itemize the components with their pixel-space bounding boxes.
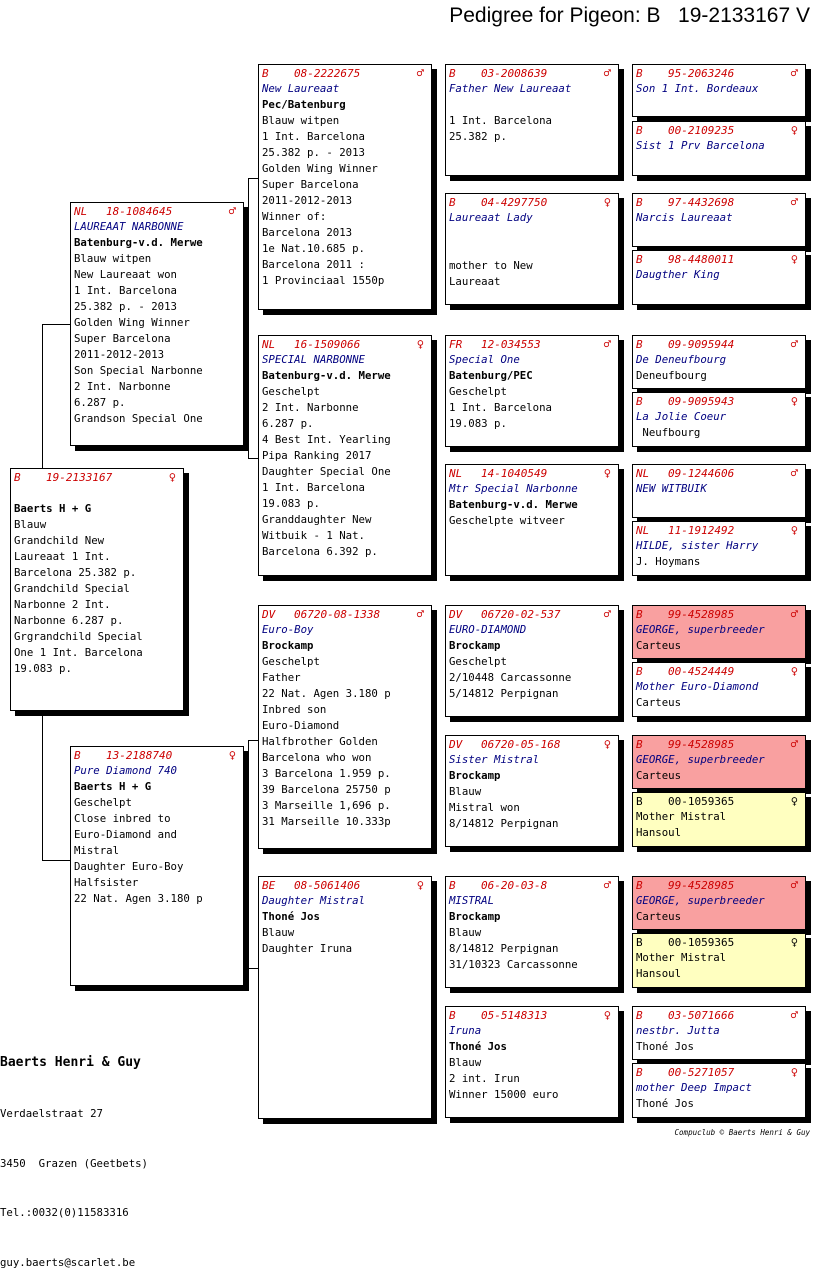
connector-line xyxy=(42,324,43,469)
detail-line: Close inbred to xyxy=(74,812,171,825)
detail-line: Grandchild Special xyxy=(14,582,130,595)
male-icon: ♂ xyxy=(790,195,798,209)
ring-number: 19-2133167 xyxy=(46,471,113,484)
ring-number: 99-4528985 xyxy=(668,879,735,892)
ring-number: 08-5061406 xyxy=(294,879,361,892)
detail-line: Euro-Diamond xyxy=(262,719,340,732)
pigeon-card-ddd[interactable] xyxy=(445,1006,619,1118)
pigeon-name: New Laureaat xyxy=(262,82,340,95)
ring-number: 99-4528985 xyxy=(668,608,735,621)
ring-number: 09-9095944 xyxy=(668,338,735,351)
detail-line: Super Barcelona xyxy=(262,178,359,191)
detail-line: Mistral won xyxy=(449,801,520,814)
pigeon-name: Daugther King xyxy=(636,268,720,281)
pigeon-name: Mother Euro-Diamond xyxy=(636,680,759,693)
male-icon: ♂ xyxy=(603,607,611,621)
pigeon-name: Sister Mistral xyxy=(449,753,540,766)
detail-line: 31/10323 Carcassonne xyxy=(449,958,578,971)
detail-line: Mistral xyxy=(74,844,120,857)
detail-line: 2 Int. Narbonne xyxy=(74,380,171,393)
breeder: Brockamp xyxy=(449,769,501,782)
breeder: Hansoul xyxy=(636,826,682,839)
breeder: Thoné Jos xyxy=(636,1097,694,1110)
detail-line: Blauw witpen xyxy=(262,114,340,127)
detail-line: 31 Marseille 10.333p xyxy=(262,815,391,828)
country-code: B xyxy=(636,795,643,808)
detail-line: Daughter Iruna xyxy=(262,942,353,955)
breeder: Batenburg-v.d. Merwe xyxy=(449,498,578,511)
pigeon-name: De Deneufbourg xyxy=(636,353,727,366)
breeder: Pec/Batenburg xyxy=(262,98,346,111)
country-code: NL xyxy=(636,524,650,537)
breeder: Carteus xyxy=(636,696,682,709)
pigeon-card-dsd[interactable] xyxy=(445,735,619,847)
detail-line: 5/14812 Perpignan xyxy=(449,687,559,700)
pigeon-name: Mother Mistral xyxy=(636,810,727,823)
breeder: Deneufbourg xyxy=(636,369,707,382)
pigeon-name: NEW WITBUIK xyxy=(636,482,707,495)
detail-line: Geschelpt xyxy=(449,385,507,398)
pigeon-card-subject[interactable] xyxy=(10,468,184,711)
detail-line: Golden Wing Winner xyxy=(74,316,190,329)
pigeon-card-sire-sire[interactable] xyxy=(258,64,432,310)
breeder: Batenburg-v.d. Merwe xyxy=(262,369,391,382)
owner-city: 3450 Grazen (Geetbets) xyxy=(0,1156,148,1170)
detail-line: Barcelona 2013 xyxy=(262,226,353,239)
detail-line: New Laureaat won xyxy=(74,268,177,281)
detail-line: Barcelona 25.382 p. xyxy=(14,566,137,579)
detail-line: 22 Nat. Agen 3.180 p xyxy=(262,687,391,700)
country-code: B xyxy=(636,1009,643,1022)
pigeon-card-sds[interactable] xyxy=(445,335,619,447)
pigeon-card-g9[interactable] xyxy=(632,605,806,659)
female-icon: ♀ xyxy=(790,523,798,537)
country-code: B xyxy=(636,196,643,209)
breeder: Thoné Jos xyxy=(449,1040,507,1053)
ring-number: 00-1059365 xyxy=(668,936,735,949)
pigeon-name: SPECIAL NARBONNE xyxy=(262,353,365,366)
detail-line: 8/14812 Perpignan xyxy=(449,942,559,955)
detail-line: 25.382 p. - 2013 xyxy=(262,146,365,159)
country-code: NL xyxy=(636,467,650,480)
pigeon-card-sire[interactable] xyxy=(70,202,244,446)
country-code: B xyxy=(74,749,81,762)
pigeon-card-dss[interactable] xyxy=(445,605,619,717)
pigeon-name: Sist 1 Prv Barcelona xyxy=(636,139,765,152)
male-icon: ♂ xyxy=(603,66,611,80)
breeder: J. Hoymans xyxy=(636,555,701,568)
country-code: B xyxy=(14,471,21,484)
detail-line: Blauw witpen xyxy=(74,252,152,265)
detail-line: 1 Provinciaal 1550p xyxy=(262,274,385,287)
detail-line: Narbonne 6.287 p. xyxy=(14,614,124,627)
pigeon-card-dam-sire[interactable] xyxy=(258,605,432,849)
pigeon-card-g4[interactable] xyxy=(632,250,806,305)
pigeon-name: Iruna xyxy=(449,1024,482,1037)
female-icon: ♀ xyxy=(603,1008,611,1022)
female-icon: ♀ xyxy=(790,794,798,808)
breeder: Batenburg-v.d. Merwe xyxy=(74,236,203,249)
ring-number: 98-4480011 xyxy=(668,253,735,266)
detail-line: Inbred son xyxy=(262,703,327,716)
pigeon-card-g15[interactable] xyxy=(632,1006,806,1060)
pigeon-name: Euro-Boy xyxy=(262,623,314,636)
country-code: B xyxy=(449,879,456,892)
pigeon-name: HILDE, sister Harry xyxy=(636,539,759,552)
male-icon: ♂ xyxy=(790,1008,798,1022)
detail-line: Blauw xyxy=(449,926,482,939)
pigeon-card-g10[interactable] xyxy=(632,662,806,717)
pigeon-name: GEORGE, superbreeder xyxy=(636,894,765,907)
connector-line xyxy=(248,740,249,968)
pigeon-card-g1[interactable] xyxy=(632,64,806,117)
detail-line: mother to New xyxy=(449,259,533,272)
pigeon-card-dam[interactable] xyxy=(70,746,244,986)
pigeon-name: Mtr Special Narbonne xyxy=(449,482,578,495)
detail-line: 19.083 p. xyxy=(262,497,320,510)
male-icon: ♂ xyxy=(603,878,611,892)
country-code: B xyxy=(449,67,456,80)
owner-street: Verdaelstraat 27 xyxy=(0,1107,103,1120)
detail-line: Blauw xyxy=(14,518,47,531)
ring-number: 06720-05-168 xyxy=(481,738,561,751)
pigeon-name: Narcis Laureaat xyxy=(636,211,733,224)
detail-line: Narbonne 2 Int. xyxy=(14,598,111,611)
detail-line: Winner of: xyxy=(262,210,327,223)
pigeon-name: Father New Laureaat xyxy=(449,82,572,95)
ring-number: 95-2063246 xyxy=(668,67,735,80)
detail-line: Laureaat 1 Int. xyxy=(14,550,111,563)
pigeon-name: GEORGE, superbreeder xyxy=(636,753,765,766)
footer-credit: Compuclub © Baerts Henri & Guy xyxy=(674,1128,810,1137)
breeder: Thoné Jos xyxy=(636,1040,694,1053)
detail-line: Witbuik - 1 Nat. xyxy=(262,529,365,542)
ring-number: 06720-08-1338 xyxy=(294,608,381,621)
female-icon: ♀ xyxy=(603,466,611,480)
detail-line: Barcelona 6.392 p. xyxy=(262,545,378,558)
country-code: B xyxy=(636,1066,643,1079)
pigeon-card-dds[interactable] xyxy=(445,876,619,988)
female-icon: ♀ xyxy=(168,470,176,484)
male-icon: ♂ xyxy=(790,607,798,621)
breeder: Brockamp xyxy=(262,639,314,652)
country-code: B xyxy=(262,67,269,80)
owner-email[interactable]: guy.baerts@scarlet.be xyxy=(0,1255,136,1269)
pigeon-card-dam-dam[interactable] xyxy=(258,876,432,1119)
detail-line: 25.382 p. xyxy=(449,130,507,143)
detail-line: 1 Int. Barcelona xyxy=(449,114,552,127)
page-title: Pedigree for Pigeon: B 19-2133167 V xyxy=(449,4,810,27)
pigeon-card-sire-dam[interactable] xyxy=(258,335,432,576)
male-icon: ♂ xyxy=(790,878,798,892)
female-icon: ♀ xyxy=(790,394,798,408)
country-code: B xyxy=(636,124,643,137)
detail-line: 2011-2012-2013 xyxy=(74,348,165,361)
detail-line: 2011-2012-2013 xyxy=(262,194,353,207)
ring-number: 11-1912492 xyxy=(668,524,735,537)
detail-line: Blauw xyxy=(449,785,482,798)
female-icon: ♀ xyxy=(790,664,798,678)
pigeon-card-g13[interactable] xyxy=(632,876,806,930)
male-icon: ♂ xyxy=(790,337,798,351)
pigeon-name: nestbr. Jutta xyxy=(636,1024,720,1037)
female-icon: ♀ xyxy=(416,337,424,351)
detail-line: Geschelpte witveer xyxy=(449,514,565,527)
detail-line: Barcelona who won xyxy=(262,751,372,764)
country-code: NL xyxy=(74,205,88,218)
country-code: BE xyxy=(262,879,276,892)
connector-line xyxy=(42,324,72,325)
detail-line: 1 Int. Barcelona xyxy=(262,130,365,143)
detail-line: Father xyxy=(262,671,301,684)
detail-line: 8/14812 Perpignan xyxy=(449,817,559,830)
pigeon-card-g8[interactable] xyxy=(632,521,806,576)
pigeon-name: Laureaat Lady xyxy=(449,211,533,224)
detail-line: 6.287 p. xyxy=(74,396,126,409)
detail-line: 22 Nat. Agen 3.180 p xyxy=(74,892,203,905)
detail-line: 2/10448 Carcassonne xyxy=(449,671,572,684)
pigeon-card-g12[interactable] xyxy=(632,792,806,847)
male-icon: ♂ xyxy=(416,607,424,621)
country-code: B xyxy=(636,338,643,351)
detail-line: Winner 15000 euro xyxy=(449,1088,559,1101)
detail-line: Geschelpt xyxy=(262,385,320,398)
male-icon: ♂ xyxy=(228,204,236,218)
country-code: B xyxy=(449,1009,456,1022)
connector-line xyxy=(42,860,72,861)
ring-number: 09-9095943 xyxy=(668,395,735,408)
ring-number: 14-1040549 xyxy=(481,467,548,480)
detail-line: Blauw xyxy=(449,1056,482,1069)
country-code: NL xyxy=(449,467,463,480)
breeder: Hansoul xyxy=(636,967,682,980)
breeder: Brockamp xyxy=(449,639,501,652)
ring-number: 05-5148313 xyxy=(481,1009,548,1022)
pigeon-name: Son 1 Int. Bordeaux xyxy=(636,82,759,95)
detail-line: Blauw xyxy=(262,926,295,939)
female-icon: ♀ xyxy=(416,878,424,892)
pigeon-card-sss[interactable] xyxy=(445,64,619,176)
pigeon-card-g2[interactable] xyxy=(632,121,806,176)
pigeon-card-g5[interactable] xyxy=(632,335,806,389)
pigeon-name: Daughter Mistral xyxy=(262,894,365,907)
pigeon-name: LAUREAAT NARBONNE xyxy=(74,220,184,233)
pigeon-name: Pure Diamond 740 xyxy=(74,764,177,777)
country-code: B xyxy=(636,738,643,751)
pigeon-card-g7[interactable] xyxy=(632,464,806,518)
owner-name: Baerts Henri & Guy xyxy=(0,1055,141,1070)
detail-line: 1 Int. Barcelona xyxy=(262,481,365,494)
connector-line xyxy=(248,458,258,459)
pigeon-card-ssd[interactable] xyxy=(445,193,619,305)
male-icon: ♂ xyxy=(416,66,424,80)
detail-line: Son Special Narbonne xyxy=(74,364,203,377)
pigeon-name: GEORGE, superbreeder xyxy=(636,623,765,636)
breeder: Neufbourg xyxy=(636,426,701,439)
detail-line: 1 Int. Barcelona xyxy=(449,401,552,414)
detail-line: 1e Nat.10.685 p. xyxy=(262,242,365,255)
detail-line: Super Barcelona xyxy=(74,332,171,345)
detail-line: 25.382 p. - 2013 xyxy=(74,300,177,313)
female-icon: ♀ xyxy=(790,935,798,949)
female-icon: ♀ xyxy=(603,195,611,209)
ring-number: 99-4528985 xyxy=(668,738,735,751)
country-code: B xyxy=(636,665,643,678)
ring-number: 18-1084645 xyxy=(106,205,173,218)
ring-number: 00-2109235 xyxy=(668,124,735,137)
pigeon-name: Mother Mistral xyxy=(636,951,727,964)
pigeon-card-g11[interactable] xyxy=(632,735,806,789)
ring-number: 03-5071666 xyxy=(668,1009,735,1022)
ring-number: 04-4297750 xyxy=(481,196,548,209)
country-code: DV xyxy=(449,738,463,751)
detail-line: Euro-Diamond and xyxy=(74,828,177,841)
detail-line: Halfbrother Golden xyxy=(262,735,378,748)
female-icon: ♀ xyxy=(603,737,611,751)
breeder: Batenburg/PEC xyxy=(449,369,533,382)
ring-number: 12-034553 xyxy=(481,338,541,351)
connector-line xyxy=(248,178,258,179)
pigeon-card-g14[interactable] xyxy=(632,933,806,988)
female-icon: ♀ xyxy=(790,123,798,137)
detail-line: Geschelpt xyxy=(262,655,320,668)
detail-line: 4 Best Int. Yearling xyxy=(262,433,391,446)
detail-line: 19.083 p. xyxy=(449,417,507,430)
detail-line: Laureaat xyxy=(449,275,501,288)
ring-number: 06-20-03-8 xyxy=(481,879,548,892)
ring-number: 03-2008639 xyxy=(481,67,548,80)
breeder: Brockamp xyxy=(449,910,501,923)
detail-line: Daughter Euro-Boy xyxy=(74,860,184,873)
pigeon-name: mother Deep Impact xyxy=(636,1081,752,1094)
country-code: DV xyxy=(449,608,463,621)
detail-line: Granddaughter New xyxy=(262,513,372,526)
detail-line: 3 Barcelona 1.959 p. xyxy=(262,767,391,780)
breeder: Baerts H + G xyxy=(14,502,92,515)
connector-line xyxy=(248,968,258,969)
country-code: B xyxy=(636,395,643,408)
detail-line: One 1 Int. Barcelona xyxy=(14,646,143,659)
owner-phone: Tel.:0032(0)11583316 xyxy=(0,1206,129,1219)
ring-number: 97-4432698 xyxy=(668,196,735,209)
ring-number: 06720-02-537 xyxy=(481,608,561,621)
detail-line: 3 Marseille 1,696 p. xyxy=(262,799,391,812)
male-icon: ♂ xyxy=(790,66,798,80)
detail-line: Golden Wing Winner xyxy=(262,162,378,175)
breeder: Carteus xyxy=(636,769,682,782)
ring-number: 08-2222675 xyxy=(294,67,361,80)
detail-line: 19.083 p. xyxy=(14,662,72,675)
detail-line: Grgrandchild Special xyxy=(14,630,143,643)
country-code: FR xyxy=(449,338,463,351)
ring-number: 16-1509066 xyxy=(294,338,361,351)
breeder: Carteus xyxy=(636,910,682,923)
detail-line: Grandson Special One xyxy=(74,412,203,425)
female-icon: ♀ xyxy=(228,748,236,762)
female-icon: ♀ xyxy=(790,1065,798,1079)
pigeon-name: La Jolie Coeur xyxy=(636,410,727,423)
detail-line: Pipa Ranking 2017 xyxy=(262,449,372,462)
pigeon-name: Special One xyxy=(449,353,520,366)
detail-line: Geschelpt xyxy=(74,796,132,809)
country-code: B xyxy=(636,253,643,266)
connector-line xyxy=(248,178,249,458)
detail-line: 6.287 p. xyxy=(262,417,314,430)
detail-line: 39 Barcelona 25750 p xyxy=(262,783,391,796)
owner-info xyxy=(0,1020,148,1288)
connector-line xyxy=(248,740,258,741)
ring-number: 09-1244606 xyxy=(668,467,735,480)
country-code: B xyxy=(636,608,643,621)
pigeon-card-g16[interactable] xyxy=(632,1063,806,1118)
connector-line xyxy=(42,711,43,861)
detail-line: 1 Int. Barcelona xyxy=(74,284,177,297)
female-icon: ♀ xyxy=(790,252,798,266)
pigeon-card-g3[interactable] xyxy=(632,193,806,247)
country-code: B xyxy=(636,879,643,892)
detail-line: Barcelona 2011 : xyxy=(262,258,365,271)
country-code: B xyxy=(636,67,643,80)
country-code: DV xyxy=(262,608,276,621)
ring-number: 13-2188740 xyxy=(106,749,173,762)
country-code: B xyxy=(449,196,456,209)
pigeon-name: MISTRAL xyxy=(449,894,495,907)
male-icon: ♂ xyxy=(790,737,798,751)
ring-number: 00-4524449 xyxy=(668,665,735,678)
male-icon: ♂ xyxy=(790,466,798,480)
detail-line: 2 Int. Narbonne xyxy=(262,401,359,414)
country-code: NL xyxy=(262,338,276,351)
pigeon-name: EURO-DIAMOND xyxy=(449,623,527,636)
detail-line: Grandchild New xyxy=(14,534,105,547)
detail-line: Halfsister xyxy=(74,876,139,889)
pigeon-card-g6[interactable] xyxy=(632,392,806,447)
ring-number: 00-1059365 xyxy=(668,795,735,808)
breeder: Carteus xyxy=(636,639,682,652)
breeder: Baerts H + G xyxy=(74,780,152,793)
male-icon: ♂ xyxy=(603,337,611,351)
breeder: Thoné Jos xyxy=(262,910,320,923)
country-code: B xyxy=(636,936,643,949)
detail-line: Geschelpt xyxy=(449,655,507,668)
detail-line: 2 int. Irun xyxy=(449,1072,520,1085)
detail-line: Daughter Special One xyxy=(262,465,391,478)
ring-number: 00-5271057 xyxy=(668,1066,735,1079)
pigeon-card-sdd[interactable] xyxy=(445,464,619,576)
